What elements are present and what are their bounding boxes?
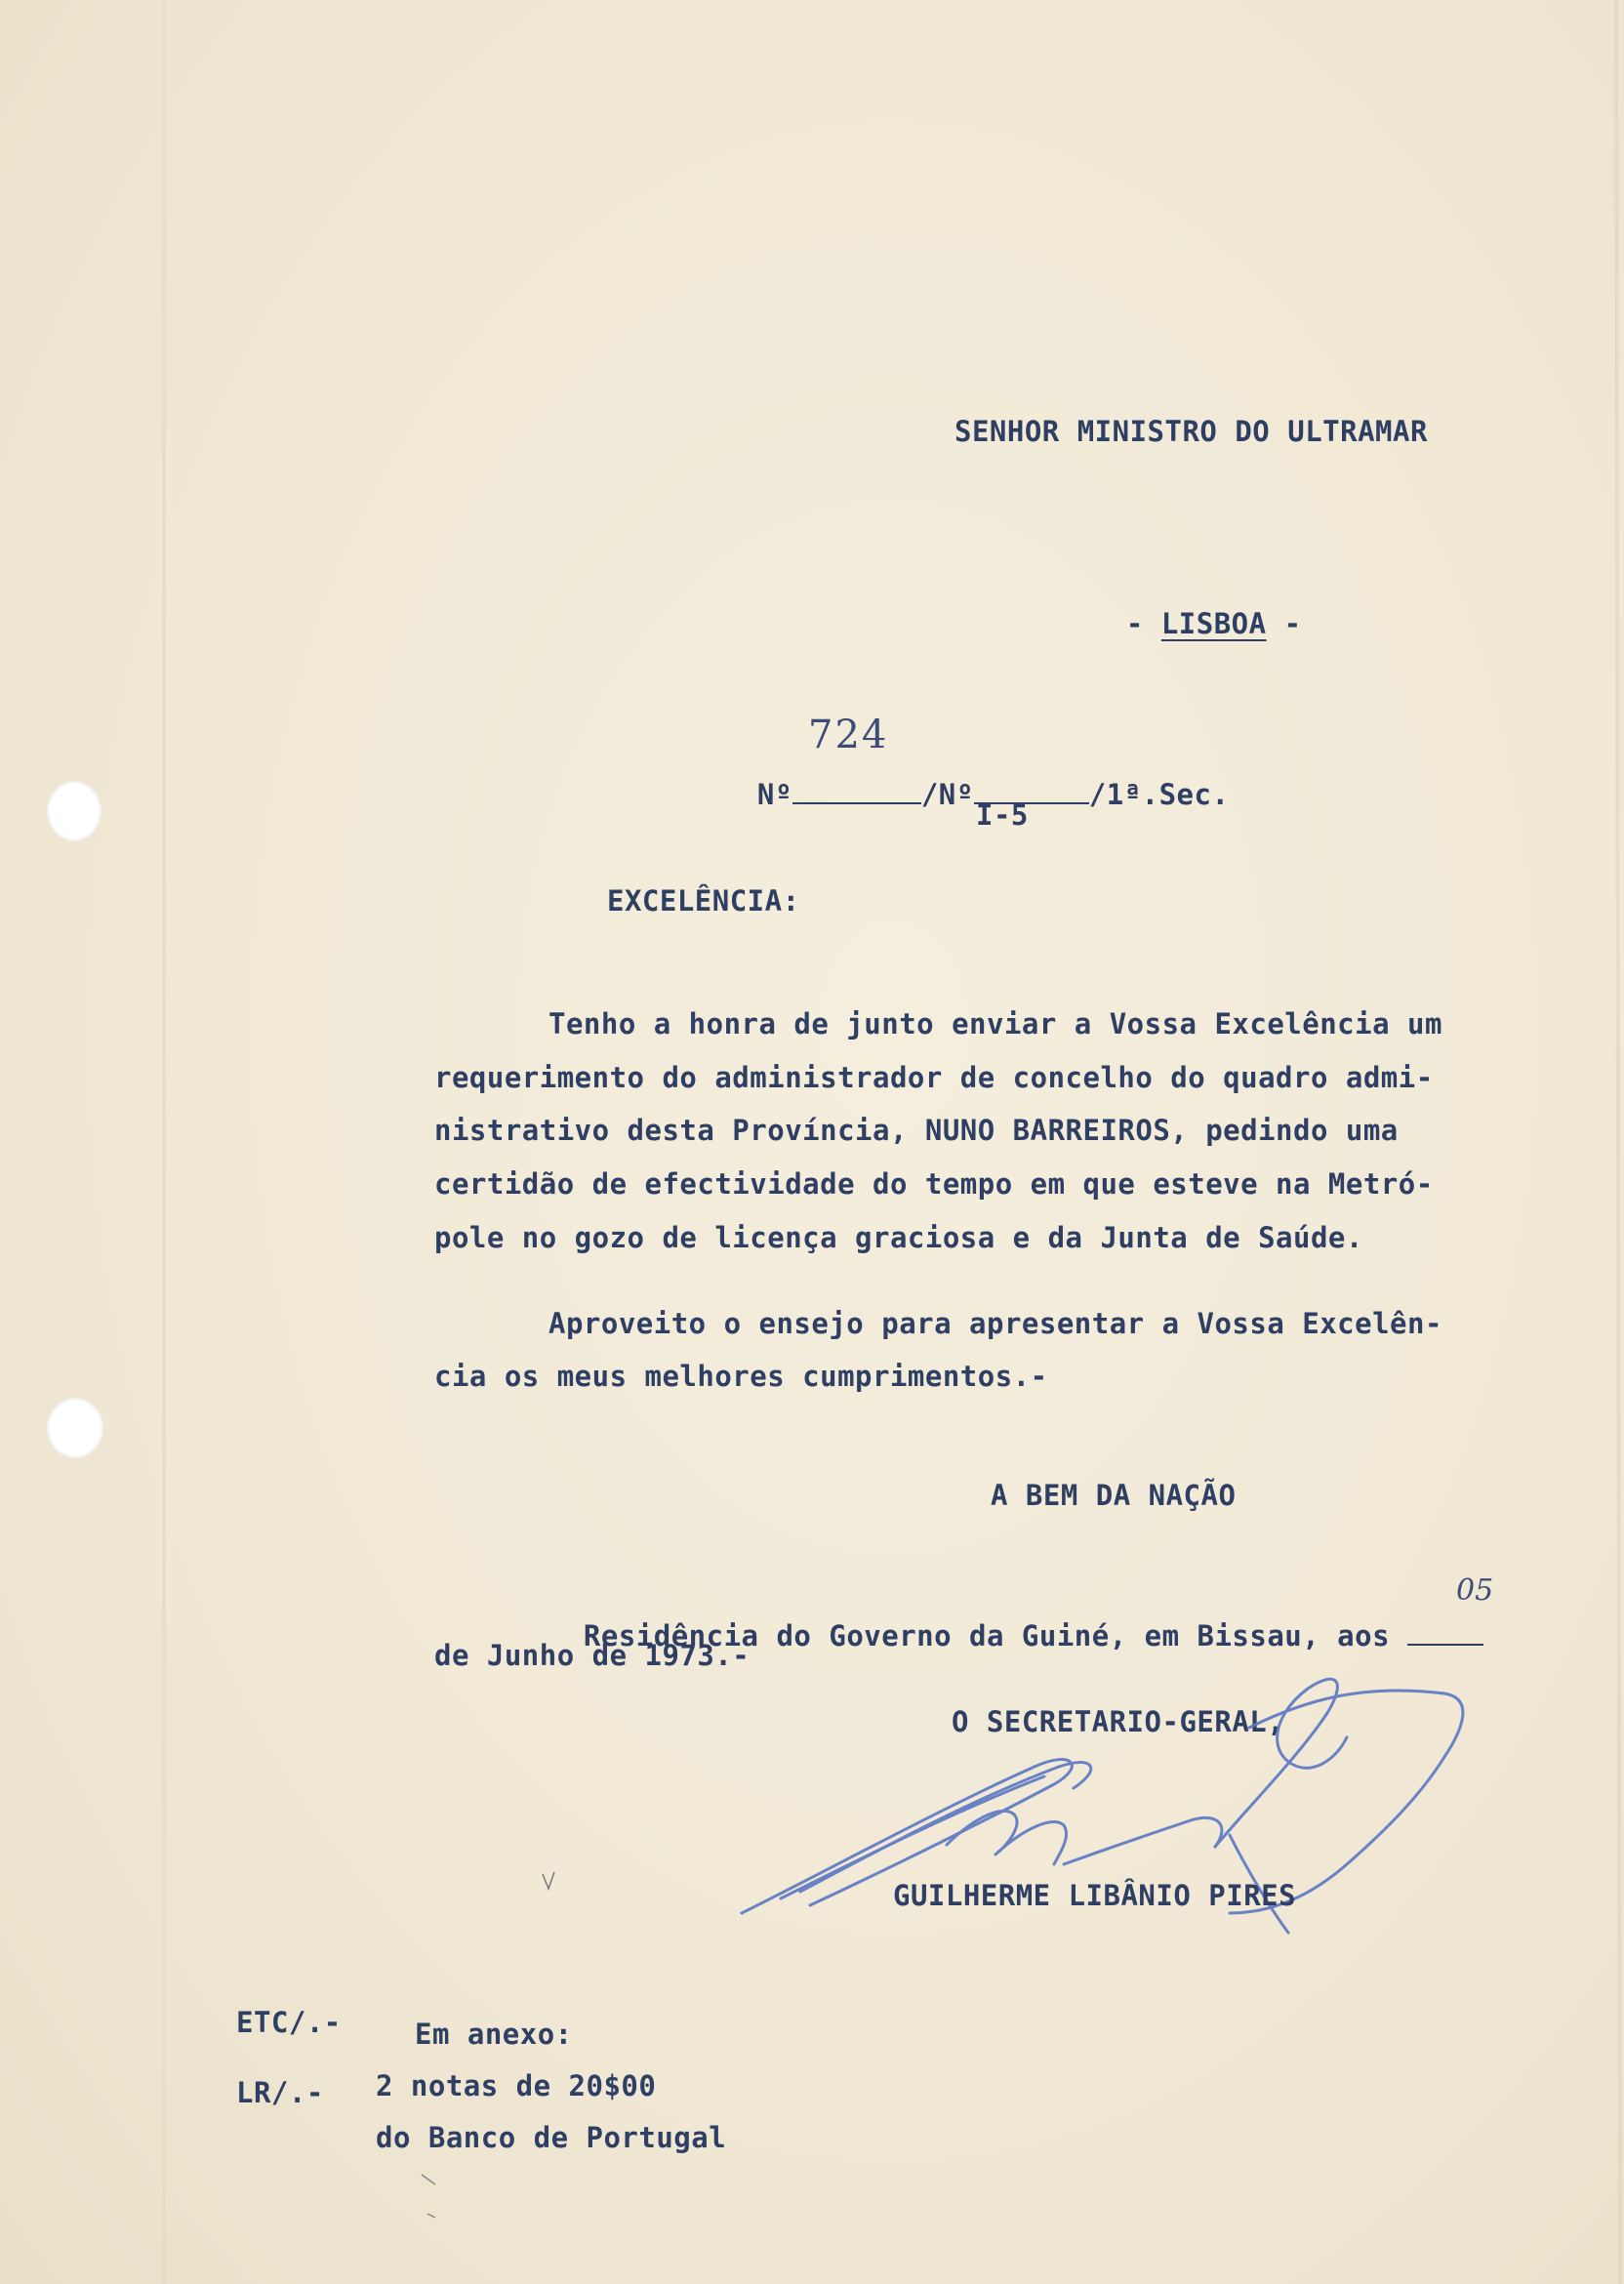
annex-line-1: 2 notas de 20$00 (376, 2069, 657, 2102)
annex-line-2: do Banco de Portugal (376, 2121, 727, 2154)
paragraph-1-line-4: certidão de efectividade do tempo em que esteve na Metró- (434, 1167, 1434, 1201)
signatory-title: O SECRETARIO-GERAL, (952, 1705, 1285, 1738)
addressee: SENHOR MINISTRO DO ULTRAMAR (954, 415, 1428, 448)
handwritten-day: 05 (1456, 1573, 1494, 1608)
paragraph-1-line-3: nistrativo desta Província, NUNO BARREIROS, pedindo uma (434, 1114, 1399, 1147)
paragraph-2-line-2: cia os meus melhores cumprimentos.- (434, 1360, 1048, 1393)
place-date-line-2: de Junho de 1973.- (434, 1639, 751, 1672)
paragraph-1-line-2: requerimento do administrador de concelho do quadro admi- (434, 1061, 1434, 1094)
handwritten-ref-number: 724 (808, 713, 889, 757)
city-prefix: - (1125, 607, 1161, 640)
city-suffix: - (1266, 607, 1302, 640)
footer-code-etc: ETC/.- (236, 2006, 342, 2039)
ref-label-2: /Nº (920, 778, 974, 811)
salutation: EXCELÊNCIA: (607, 884, 800, 918)
signatory-name: GUILHERME LIBÂNIO PIRES (893, 1879, 1297, 1912)
footer-code-lr: LR/.- (236, 2076, 324, 2109)
paragraph-1-line-5: pole no gozo de licença graciosa e da Junta de Saúde. (434, 1221, 1363, 1254)
paragraph-2-line-1: Aproveito o ensejo para apresentar a Vossa Excelên- (548, 1307, 1442, 1340)
ref-label-1: Nº (756, 778, 792, 811)
ref-suffix: /1ª.Sec. (1088, 778, 1230, 811)
annex-label: Em anexo: (415, 2018, 573, 2051)
place-date-text: Residência do Governo da Guiné, em Bissau, aos (583, 1619, 1391, 1652)
closing-motto: A BEM DA NAÇÃO (991, 1479, 1237, 1512)
paragraph-1-line-1: Tenho a honra de junto enviar a Vossa Excelência um (548, 1007, 1442, 1040)
city: LISBOA (1160, 607, 1267, 640)
reference-code: I-5 (976, 798, 1029, 832)
